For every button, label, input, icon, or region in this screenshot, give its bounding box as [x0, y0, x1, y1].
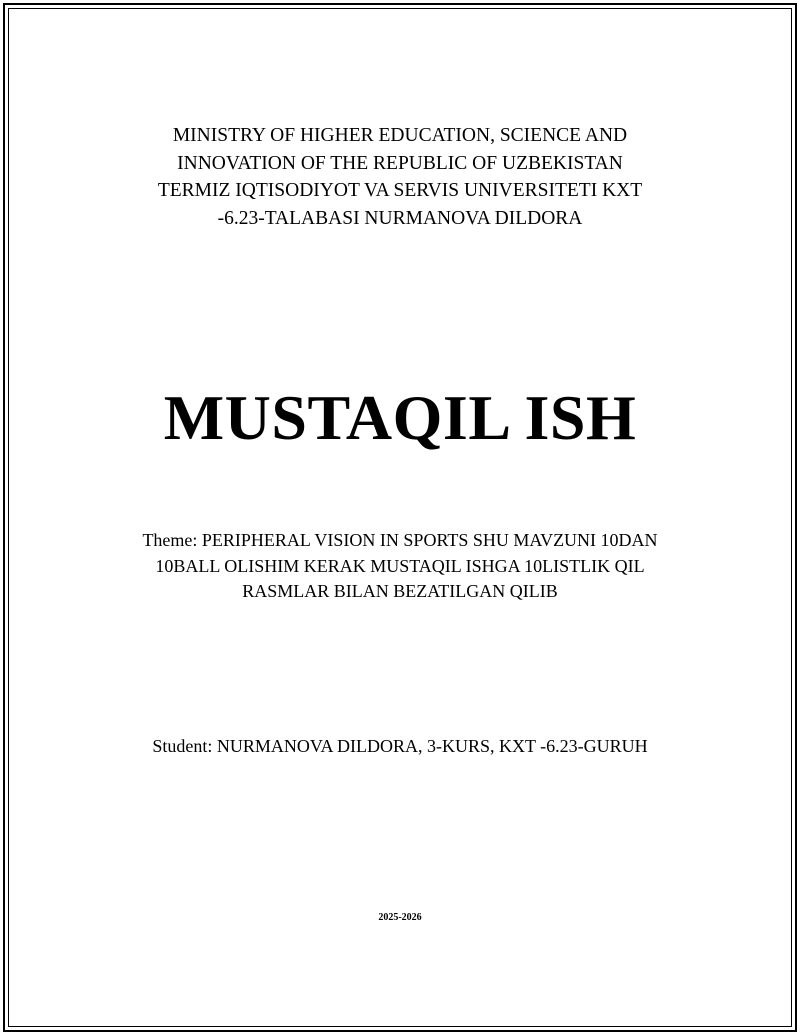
header-line-4: -6.23-TALABASI NURMANOVA DILDORA [217, 207, 583, 229]
student-info: Student: NURMANOVA DILDORA, 3-KURS, KXT -6.23-GURUH [152, 736, 648, 756]
theme-line-3: RASMLAR BILAN BEZATILGAN QILIB [242, 581, 558, 601]
academic-year: 2025-2026 [378, 912, 422, 923]
header-line-2: INNOVATION OF THE REPUBLIC OF UZBEKISTAN [177, 152, 623, 174]
theme-line-1: Theme: PERIPHERAL VISION IN SPORTS SHU MAVZUNI 10DAN [142, 530, 658, 550]
header-line-1: MINISTRY OF HIGHER EDUCATION, SCIENCE AND [172, 125, 628, 146]
theme-statement [0, 528, 800, 605]
institution-header [0, 122, 800, 232]
header-line-3: TERMIZ IQTISODIYOT VA SERVIS UNIVERSITETI KXT [157, 180, 643, 201]
document-title: MUSTAQIL ISH [163, 382, 637, 453]
theme-line-2: 10BALL OLISHIM KERAK MUSTAQIL ISHGA 10LISTLIK QIL [155, 555, 645, 576]
